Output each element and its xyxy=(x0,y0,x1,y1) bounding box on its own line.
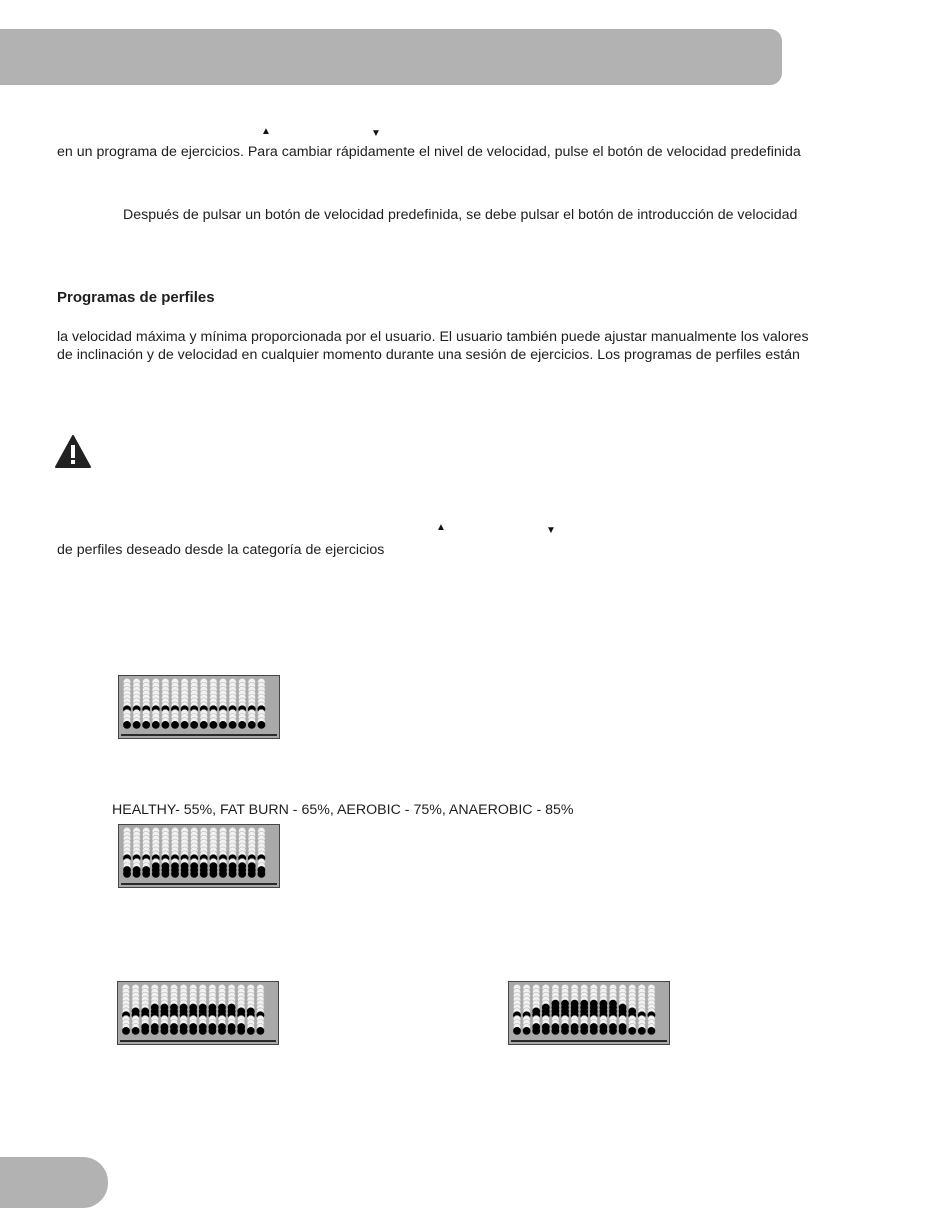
display-profile-hill xyxy=(117,981,279,1045)
display-dot xyxy=(191,721,198,728)
display-dot xyxy=(133,870,140,877)
up-arrow-icon: ▲ xyxy=(436,522,446,533)
display-dot xyxy=(133,721,140,728)
display-dot xyxy=(581,1027,588,1034)
display-dot xyxy=(219,721,226,728)
display-dot xyxy=(571,1027,578,1034)
display-dot xyxy=(170,1027,177,1034)
display-dot xyxy=(590,1027,597,1034)
display-dot xyxy=(199,1027,206,1034)
display-dot xyxy=(629,1027,636,1034)
display-profile-peak xyxy=(508,981,670,1045)
heart-rate-zones-line: HEALTHY- 55%, FAT BURN - 65%, AEROBIC - 75%, ANAEROBIC - 85% xyxy=(112,802,574,818)
display-dot xyxy=(200,721,207,728)
display-dot xyxy=(218,1027,225,1034)
display-dot xyxy=(190,1027,197,1034)
profiles-paragraph-line-1: la velocidad máxima y mínima proporcionada por el usuario. El usuario también puede ajustar manualmente los valores xyxy=(57,329,809,345)
display-dot xyxy=(523,1027,530,1034)
display-dot xyxy=(513,1027,520,1034)
display-dot xyxy=(600,1027,607,1034)
display-dot xyxy=(181,721,188,728)
display-dot xyxy=(191,870,198,877)
display-dot xyxy=(162,721,169,728)
display-dot xyxy=(171,870,178,877)
display-dot xyxy=(200,870,207,877)
display-dot xyxy=(257,1027,264,1034)
down-arrow-icon: ▼ xyxy=(371,128,381,139)
display-profile-heart-rate xyxy=(118,824,280,888)
display-dot xyxy=(228,1027,235,1034)
down-arrow-icon: ▼ xyxy=(546,525,556,536)
warning-icon xyxy=(55,435,91,468)
display-dot xyxy=(123,870,130,877)
header-bar xyxy=(0,29,782,85)
display-dot xyxy=(648,1027,655,1034)
display-dot xyxy=(161,1027,168,1034)
display-dot xyxy=(209,1027,216,1034)
display-dot xyxy=(132,1027,139,1034)
display-dot xyxy=(248,870,255,877)
display-dot xyxy=(219,870,226,877)
display-profile-manual xyxy=(118,675,280,739)
display-dot xyxy=(142,1027,149,1034)
display-dot xyxy=(561,1027,568,1034)
display-dot xyxy=(210,870,217,877)
display-dot xyxy=(239,870,246,877)
section-heading: Programas de perfiles xyxy=(57,289,215,306)
display-dot xyxy=(171,721,178,728)
display-dot xyxy=(248,721,255,728)
display-dot xyxy=(180,1027,187,1034)
display-dot xyxy=(239,721,246,728)
display-dot xyxy=(210,721,217,728)
display-dot xyxy=(162,870,169,877)
display-dot xyxy=(619,1027,626,1034)
page-number-tab xyxy=(0,1157,108,1208)
display-dot xyxy=(552,1027,559,1034)
up-arrow-icon: ▲ xyxy=(261,126,271,137)
display-dot xyxy=(258,870,265,877)
display-dot xyxy=(609,1027,616,1034)
display-dot xyxy=(152,870,159,877)
display-dot xyxy=(152,721,159,728)
profiles-paragraph-line-2: de inclinación y de velocidad en cualquier momento durante una sesión de ejercicios. Los programas de perfiles están xyxy=(57,347,800,363)
display-dot xyxy=(122,1027,129,1034)
display-dot xyxy=(143,870,150,877)
display-dot xyxy=(638,1027,645,1034)
note-line: Después de pulsar un botón de velocidad predefinida, se debe pulsar el botón de introducción de velocidad xyxy=(123,207,798,223)
display-dot xyxy=(143,721,150,728)
display-dot xyxy=(229,870,236,877)
display-dot xyxy=(238,1027,245,1034)
display-dot xyxy=(181,870,188,877)
display-dot xyxy=(258,721,265,728)
display-dot xyxy=(542,1027,549,1034)
display-dot xyxy=(123,721,130,728)
display-dot xyxy=(533,1027,540,1034)
display-dot xyxy=(229,721,236,728)
select-profile-line: de perfiles deseado desde la categoría de ejercicios xyxy=(57,542,385,558)
display-dot xyxy=(247,1027,254,1034)
speed-paragraph-line: en un programa de ejercicios. Para cambiar rápidamente el nivel de velocidad, pulse el botón de velocidad predefinida xyxy=(57,144,801,160)
display-dot xyxy=(151,1027,158,1034)
